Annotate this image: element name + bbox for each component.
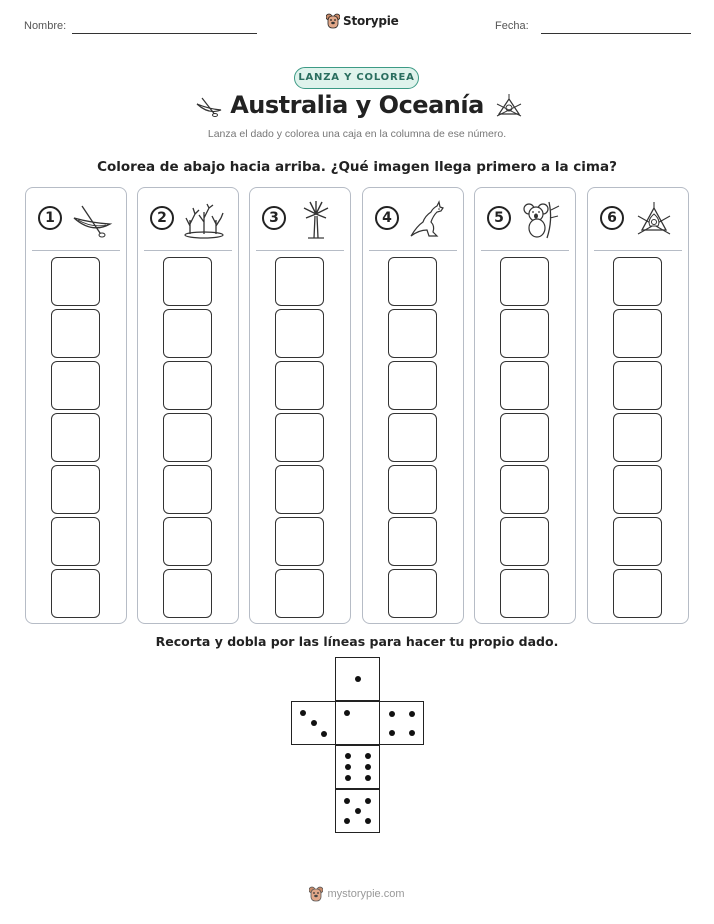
- pip: [365, 775, 371, 781]
- footer-url[interactable]: mystorypie.com: [327, 888, 405, 900]
- palm-tree-icon: [294, 200, 338, 240]
- color-box[interactable]: [163, 569, 212, 618]
- pip: [345, 775, 351, 781]
- pip: [345, 764, 351, 770]
- pip: [345, 753, 351, 759]
- pip: [365, 764, 371, 770]
- race-columns: [25, 187, 689, 624]
- column-number: 6: [600, 206, 624, 230]
- storypie-logo: [326, 13, 399, 29]
- column-1: [25, 187, 127, 624]
- die-face-1-center: [335, 701, 380, 745]
- instruction-text: Colorea de abajo hacia arriba. ¿Qué imagen llega primero a la cima?: [97, 159, 617, 175]
- color-box[interactable]: [613, 361, 662, 410]
- column-divider: [256, 250, 344, 251]
- color-box[interactable]: [613, 257, 662, 306]
- koala-icon: [519, 200, 563, 240]
- column-number: 4: [375, 206, 399, 230]
- color-box[interactable]: [275, 413, 324, 462]
- color-box[interactable]: [275, 257, 324, 306]
- pip: [409, 730, 415, 736]
- color-box[interactable]: [500, 569, 549, 618]
- color-box[interactable]: [613, 569, 662, 618]
- footer: [0, 886, 714, 902]
- color-box[interactable]: [500, 257, 549, 306]
- column-5: [474, 187, 576, 624]
- color-box[interactable]: [51, 569, 100, 618]
- dreamcatcher-title-icon: [494, 92, 524, 122]
- name-label: Nombre:: [24, 20, 67, 32]
- pip: [300, 710, 306, 716]
- pip: [321, 731, 327, 737]
- pip: [344, 818, 350, 824]
- color-box[interactable]: [613, 413, 662, 462]
- cut-instruction: Recorta y dobla por las líneas para hacer tu propio dado.: [155, 634, 559, 649]
- color-box[interactable]: [275, 309, 324, 358]
- column-2: [137, 187, 239, 624]
- column-3: [249, 187, 351, 624]
- color-box[interactable]: [388, 257, 437, 306]
- pip: [311, 720, 317, 726]
- column-6: [587, 187, 689, 624]
- coral-icon: [182, 200, 226, 240]
- color-box[interactable]: [163, 257, 212, 306]
- color-box[interactable]: [163, 517, 212, 566]
- color-box[interactable]: [51, 465, 100, 514]
- color-box[interactable]: [388, 569, 437, 618]
- pip: [355, 808, 361, 814]
- pip: [365, 798, 371, 804]
- color-box[interactable]: [500, 465, 549, 514]
- color-box[interactable]: [613, 517, 662, 566]
- column-divider: [594, 250, 682, 251]
- color-box[interactable]: [500, 309, 549, 358]
- column-4: [362, 187, 464, 624]
- die-face-5: [335, 789, 380, 833]
- pip: [365, 818, 371, 824]
- color-box[interactable]: [613, 465, 662, 514]
- color-box[interactable]: [163, 309, 212, 358]
- column-number: 2: [150, 206, 174, 230]
- die-face-1-top: [335, 657, 380, 701]
- column-divider: [481, 250, 569, 251]
- name-line[interactable]: [72, 33, 257, 34]
- column-divider: [144, 250, 232, 251]
- pip: [365, 753, 371, 759]
- color-box[interactable]: [51, 309, 100, 358]
- color-box[interactable]: [163, 413, 212, 462]
- color-box[interactable]: [163, 465, 212, 514]
- column-divider: [369, 250, 457, 251]
- color-box[interactable]: [388, 361, 437, 410]
- column-divider: [32, 250, 120, 251]
- color-box[interactable]: [275, 465, 324, 514]
- column-number: 5: [487, 206, 511, 230]
- color-box[interactable]: [51, 517, 100, 566]
- color-box[interactable]: [51, 361, 100, 410]
- activity-badge: LANZA Y COLOREA: [294, 67, 419, 89]
- date-line[interactable]: [541, 33, 691, 34]
- pip: [389, 711, 395, 717]
- pip: [409, 711, 415, 717]
- column-number: 1: [38, 206, 62, 230]
- kangaroo-icon: [407, 200, 451, 240]
- color-box[interactable]: [51, 413, 100, 462]
- koala-logo-icon: [309, 886, 323, 902]
- date-label: Fecha:: [495, 20, 529, 32]
- color-box[interactable]: [51, 257, 100, 306]
- die-face-3: [291, 701, 336, 745]
- color-box[interactable]: [388, 465, 437, 514]
- color-box[interactable]: [500, 517, 549, 566]
- pip: [344, 710, 350, 716]
- column-number: 3: [262, 206, 286, 230]
- brand-name: Storypie: [343, 14, 399, 28]
- color-box[interactable]: [275, 517, 324, 566]
- canoe-icon: [70, 200, 114, 240]
- koala-logo-icon: [326, 13, 340, 29]
- page-subtitle: Lanza el dado y colorea una caja en la columna de ese número.: [207, 128, 507, 140]
- dreamcatcher-icon: [632, 200, 676, 240]
- color-box[interactable]: [275, 361, 324, 410]
- page-title: Australia y Oceanía: [230, 91, 484, 119]
- color-box[interactable]: [388, 413, 437, 462]
- die-face-6: [335, 745, 380, 789]
- color-box[interactable]: [388, 309, 437, 358]
- color-box[interactable]: [275, 569, 324, 618]
- color-box[interactable]: [613, 309, 662, 358]
- color-box[interactable]: [500, 413, 549, 462]
- pip: [355, 676, 361, 682]
- die-face-4: [379, 701, 424, 745]
- pip: [389, 730, 395, 736]
- color-box[interactable]: [500, 361, 549, 410]
- color-box[interactable]: [163, 361, 212, 410]
- pip: [344, 798, 350, 804]
- color-box[interactable]: [388, 517, 437, 566]
